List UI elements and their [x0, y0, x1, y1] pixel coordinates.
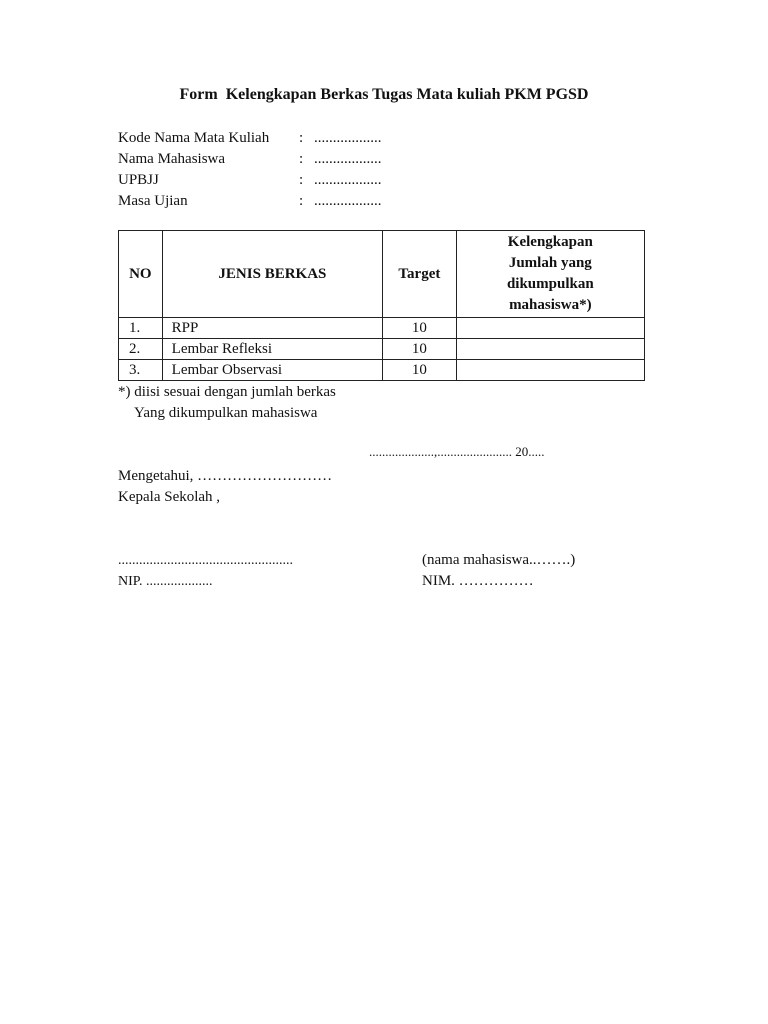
table-header-row: [119, 231, 645, 318]
nim-line: NIM. ……………: [422, 573, 534, 589]
row-kelengkapan-cell[interactable]: [456, 318, 644, 339]
header-kelengkapan-line: Jumlah yang: [508, 255, 592, 271]
info-label: Nama Mahasiswa: [118, 151, 226, 167]
student-name-line: (nama mahasiswa..…….): [422, 552, 576, 568]
row-jenis: RPP: [162, 318, 383, 339]
info-value: ..................: [314, 151, 382, 167]
table-row: [119, 360, 645, 381]
info-label: UPBJJ: [118, 172, 159, 188]
row-target: 10: [383, 318, 456, 339]
signature-left: [118, 550, 293, 592]
row-jenis: Lembar Refleksi: [162, 339, 383, 360]
row-no: 3.: [119, 360, 163, 381]
info-value: ..................: [314, 172, 382, 188]
header-kelengkapan: [456, 231, 644, 318]
footnote: [118, 382, 336, 424]
info-colon: :: [299, 130, 304, 146]
info-label: Kode Nama Mata Kuliah: [118, 130, 270, 146]
info-value: ..................: [314, 130, 382, 146]
row-kelengkapan-cell[interactable]: [456, 339, 644, 360]
mengetahui-line: Mengetahui, ………………………: [118, 468, 333, 484]
table-row: [119, 339, 645, 360]
header-jenis: JENIS BERKAS: [162, 231, 383, 318]
date-line: ....................,....................... 20.....: [369, 444, 545, 459]
berkas-table: [118, 230, 645, 381]
row-no: 1.: [119, 318, 163, 339]
row-target: 10: [383, 360, 456, 381]
row-no: 2.: [119, 339, 163, 360]
info-value: ..................: [314, 193, 382, 209]
table-row: [119, 318, 645, 339]
nip-line: NIP. ...................: [118, 574, 213, 589]
header-target: Target: [383, 231, 456, 318]
row-jenis: Lembar Observasi: [162, 360, 383, 381]
signature-right: [422, 550, 575, 592]
row-target: 10: [383, 339, 456, 360]
header-kelengkapan-line: mahasiswa*): [509, 297, 592, 313]
header-kelengkapan-line: Kelengkapan: [507, 234, 593, 250]
info-label: Masa Ujian: [118, 193, 188, 209]
info-colon: :: [299, 172, 304, 188]
footnote-line-1: *) diisi sesuai dengan jumlah berkas: [118, 384, 336, 400]
header-no: NO: [119, 231, 163, 318]
info-colon: :: [299, 193, 304, 209]
info-colon: :: [299, 151, 304, 167]
acknowledgement-block: [118, 466, 332, 508]
header-kelengkapan-line: dikumpulkan: [506, 276, 594, 292]
kepala-sekolah-label: Kepala Sekolah ,: [118, 489, 221, 505]
footnote-line-2: Yang dikumpulkan mahasiswa: [134, 405, 318, 421]
signature-left-dots: ..................................................: [118, 553, 293, 568]
form-title: Form Kelengkapan Berkas Tugas Mata kuliah PKM PGSD: [179, 86, 589, 103]
row-kelengkapan-cell[interactable]: [456, 360, 644, 381]
